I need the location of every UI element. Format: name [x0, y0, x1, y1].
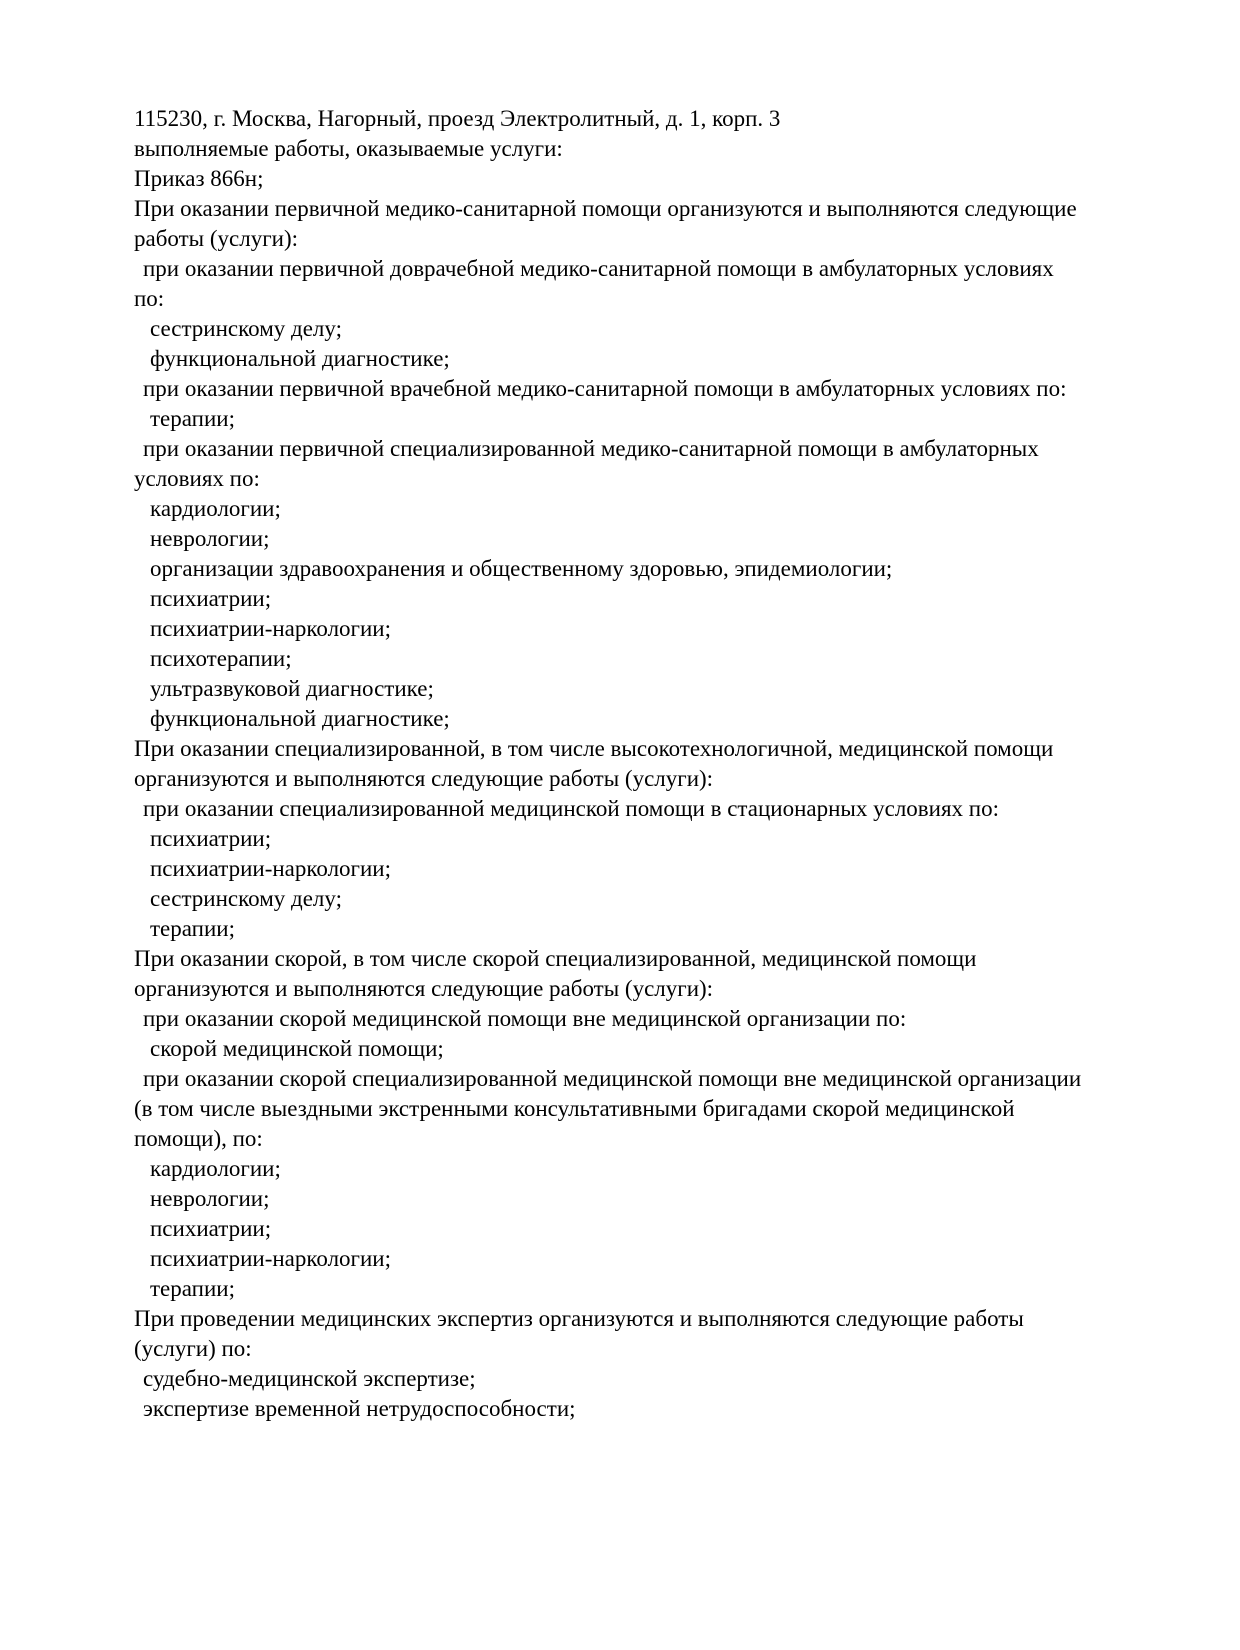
text-line: помощи), по:	[134, 1126, 263, 1151]
text-line: психиатрии;	[150, 826, 272, 851]
license-works-services-text	[134, 104, 1204, 1424]
text-line: экспертизе временной нетрудоспособности;	[143, 1396, 576, 1421]
text-line: сестринскому делу;	[150, 886, 342, 911]
text-line: психиатрии-наркологии;	[150, 856, 391, 881]
text-line: организации здравоохранения и общественному здоровью, эпидемиологии;	[150, 556, 893, 581]
text-line: (услуги) по:	[134, 1336, 252, 1361]
text-line: неврологии;	[150, 526, 270, 551]
text-line: при оказании скорой медицинской помощи вне медицинской организации по:	[143, 1006, 907, 1031]
text-line: психиатрии-наркологии;	[150, 616, 391, 641]
text-line: неврологии;	[150, 1186, 270, 1211]
text-line: судебно-медицинской экспертизе;	[143, 1366, 476, 1391]
text-line: ультразвуковой диагностике;	[150, 676, 434, 701]
text-line: при оказании скорой специализированной медицинской помощи вне медицинской организации	[143, 1066, 1082, 1091]
text-line: сестринскому делу;	[150, 316, 342, 341]
text-line: при оказании специализированной медицинской помощи в стационарных условиях по:	[143, 796, 999, 821]
text-line: При оказании первичной медико-санитарной помощи организуются и выполняются следующие	[134, 196, 1077, 221]
text-line: психиатрии;	[150, 1216, 272, 1241]
text-line: При оказании специализированной, в том числе высокотехнологичной, медицинской помощи	[134, 736, 1054, 761]
text-line: кардиологии;	[150, 1156, 281, 1181]
text-line: при оказании первичной доврачебной медико-санитарной помощи в амбулаторных условиях	[143, 256, 1054, 281]
text-line: по:	[134, 286, 165, 311]
text-line: работы (услуги):	[134, 226, 298, 251]
text-line: выполняемые работы, оказываемые услуги:	[134, 136, 563, 161]
text-line: скорой медицинской помощи;	[150, 1036, 444, 1061]
text-line: организуются и выполняются следующие работы (услуги):	[134, 976, 714, 1001]
text-line: При проведении медицинских экспертиз организуются и выполняются следующие работы	[134, 1306, 1024, 1331]
text-line: при оказании первичной специализированной медико-санитарной помощи в амбулаторных	[143, 436, 1039, 461]
text-line: Приказ 866н;	[134, 166, 264, 191]
text-line: психиатрии-наркологии;	[150, 1246, 391, 1271]
text-line: терапии;	[150, 1276, 235, 1301]
text-line: организуются и выполняются следующие работы (услуги):	[134, 766, 714, 791]
text-line: условиях по:	[134, 466, 260, 491]
text-line: функциональной диагностике;	[150, 706, 450, 731]
text-line: терапии;	[150, 406, 235, 431]
text-line: при оказании первичной врачебной медико-санитарной помощи в амбулаторных условиях по:	[143, 376, 1067, 401]
text-line: функциональной диагностике;	[150, 346, 450, 371]
text-line: психиатрии;	[150, 586, 272, 611]
text-line: терапии;	[150, 916, 235, 941]
text-line: (в том числе выездными экстренными консультативными бригадами скорой медицинской	[134, 1096, 1015, 1121]
text-line: 115230, г. Москва, Нагорный, проезд Электролитный, д. 1, корп. 3	[134, 106, 781, 131]
text-line: кардиологии;	[150, 496, 281, 521]
text-line: При оказании скорой, в том числе скорой специализированной, медицинской помощи	[134, 946, 977, 971]
text-line: психотерапии;	[150, 646, 292, 671]
